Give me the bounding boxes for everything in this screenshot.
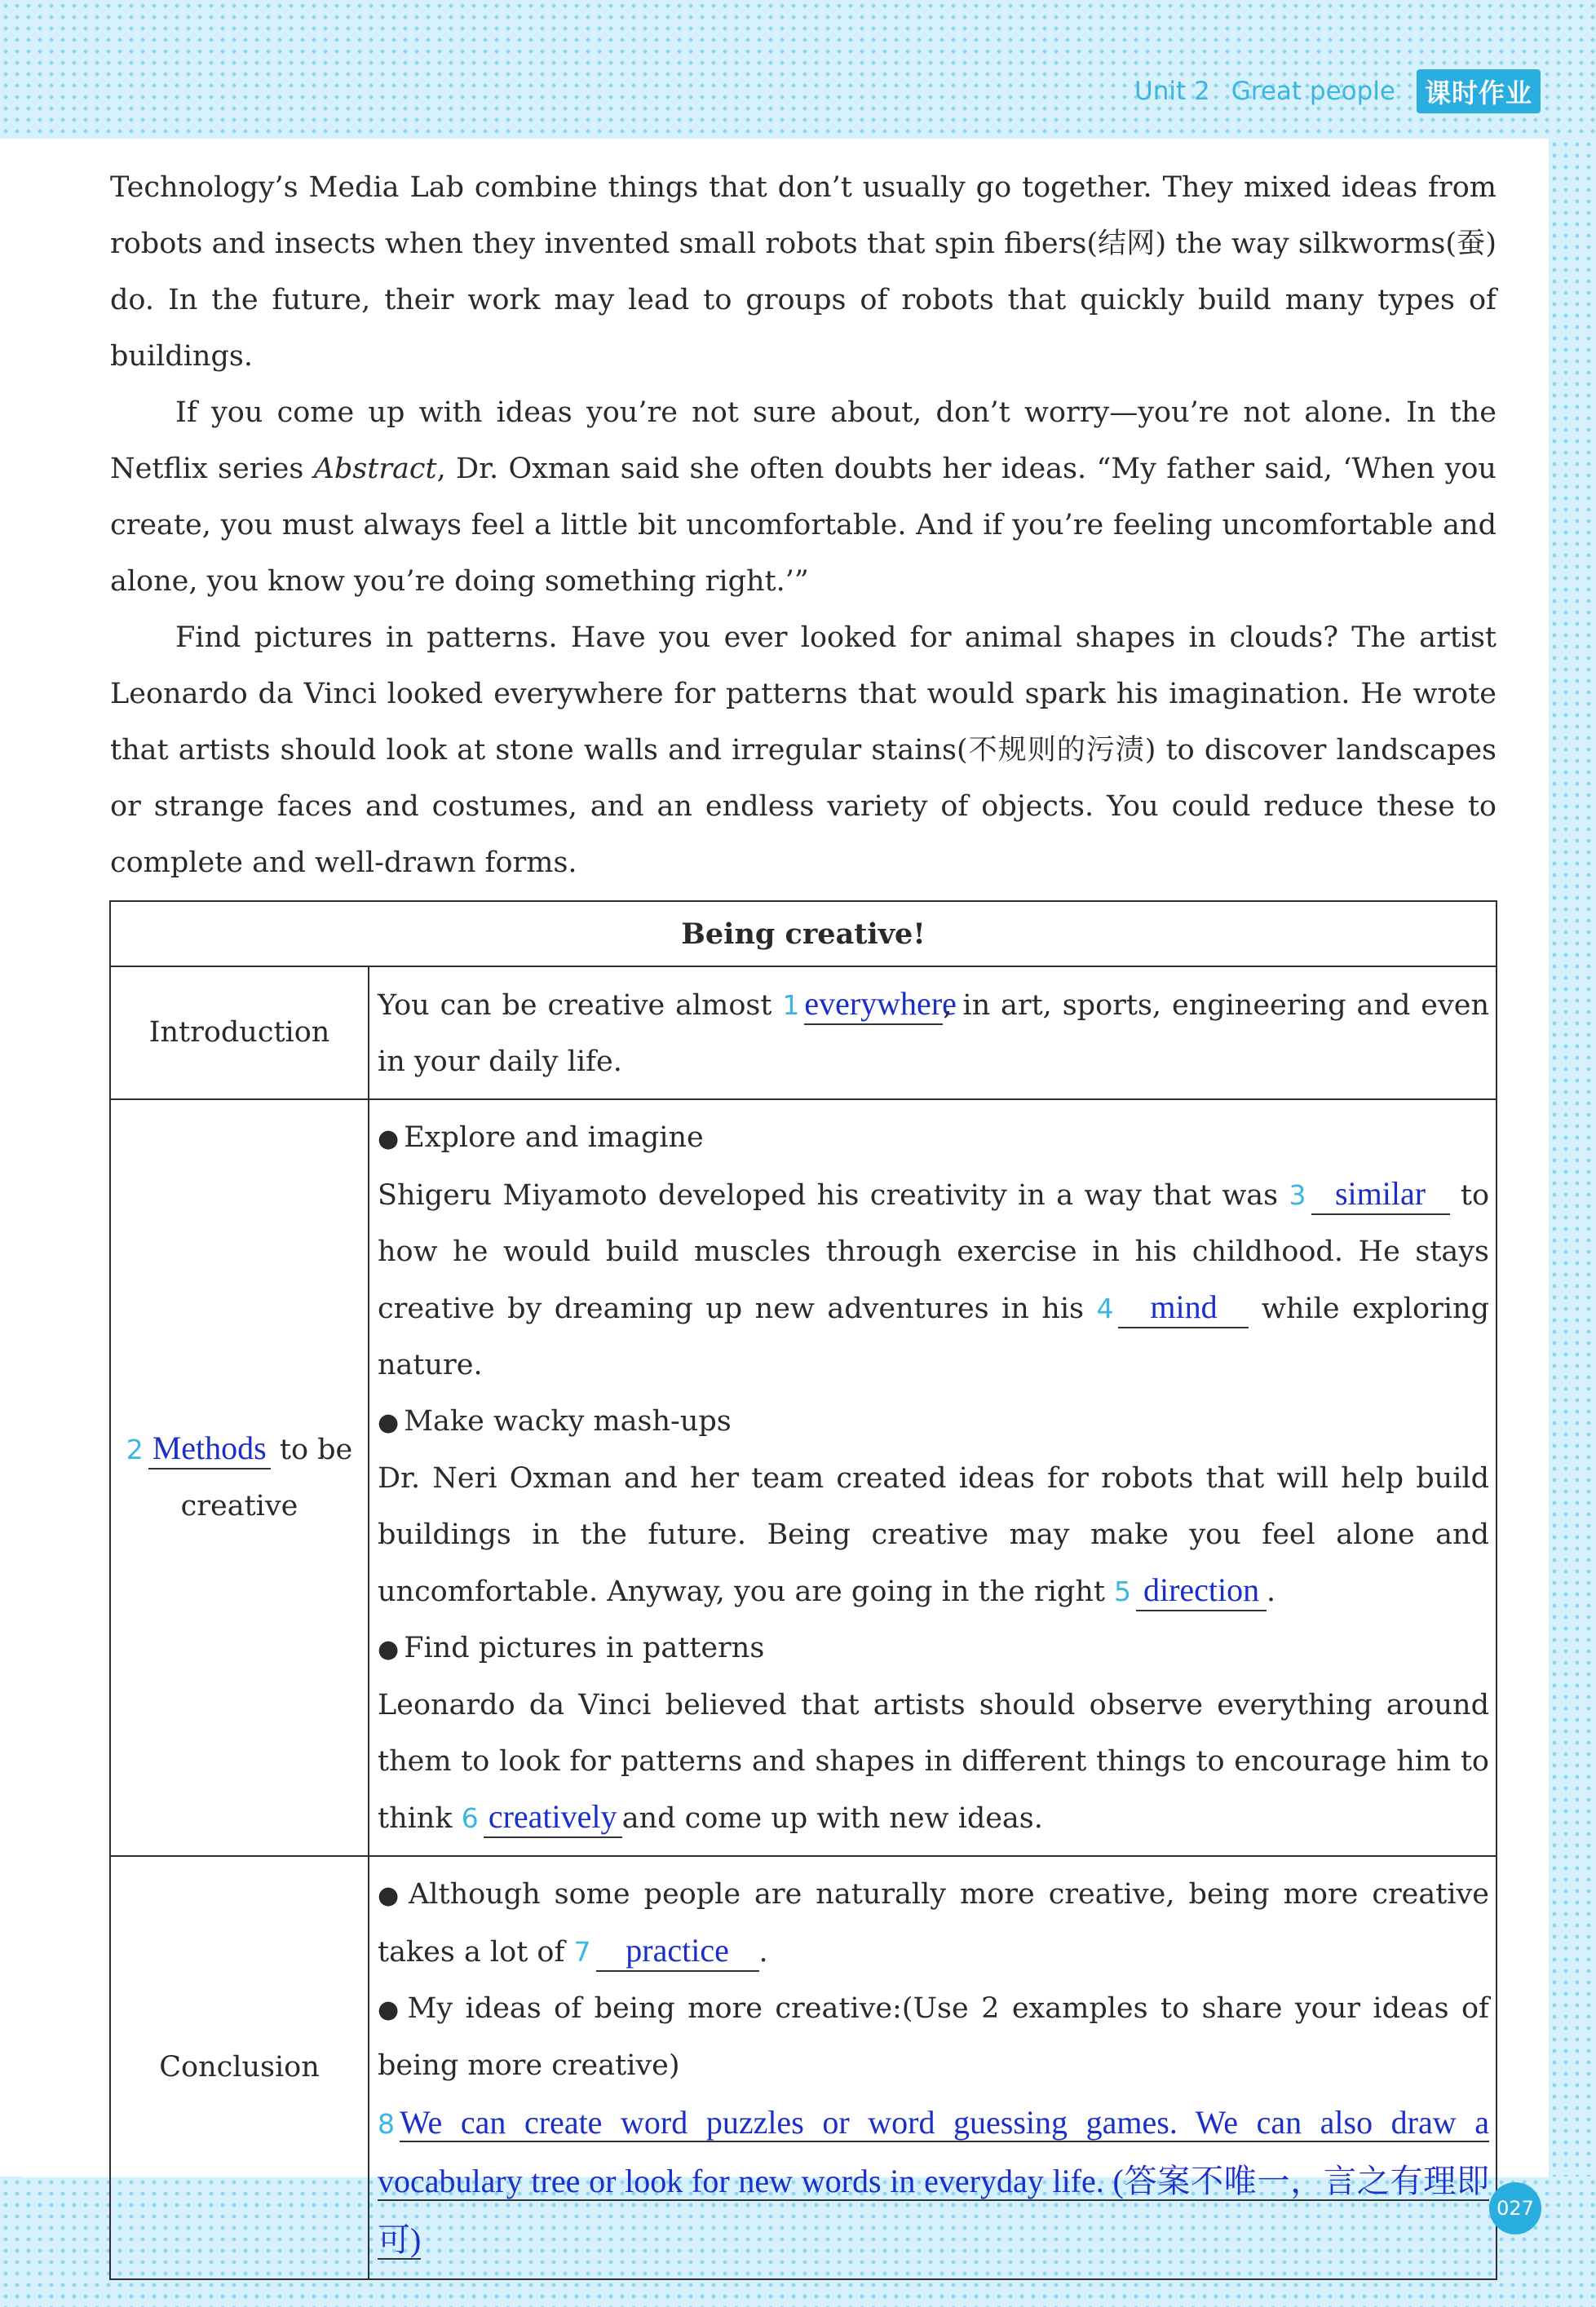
dotted-right-border (1549, 139, 1596, 2177)
reading-passage (110, 160, 1497, 891)
summary-table (109, 900, 1497, 2280)
answer-blank-8[interactable]: We can create word puzzles or word guessing games. We can also draw a vocabulary tree or look for new words in everyday life. (答案不唯一，言之有理即可) (378, 2104, 1489, 2258)
dotted-top-border (0, 0, 1596, 139)
introduction-content: You can be creative almost 1 everywhere, in art, sports, engineering and even in your daily life. (369, 966, 1497, 1099)
table-title: Being creative! (110, 901, 1497, 966)
answer-blank-3[interactable]: similar (1311, 1174, 1450, 1215)
answer-blank-5[interactable]: direction (1136, 1571, 1267, 1611)
answer-blank-7[interactable]: practice (596, 1931, 759, 1972)
topic-label: Great people (1231, 77, 1395, 106)
conclusion-content: ● Although some people are naturally more creative, being more creative takes a lot of 7 practice . ● My ideas of being more creative:(Use 2 examples to share your ideas of being more creative) 8 We can create word puzzles or word guessing games. We can also draw a vocabulary tree or look for new words in everyday life. (答案不唯一，言之有理即可) (369, 1856, 1497, 2279)
bullet-explore: Explore and imagine (404, 1121, 704, 1154)
blank-number: 1 (782, 989, 800, 1021)
series-title: Abstract (313, 453, 437, 485)
introduction-label: Introduction (110, 966, 369, 1099)
paragraph-1: Technology’s Media Lab combine things that don’t usually go together. They mixed ideas from robots and insects when they invented small robots that spin fibers(结网) the way silkworms(蚕) do. In the future, their work may lead to groups of robots that quickly build many types of buildings. (110, 171, 1497, 373)
page-header (1134, 70, 1541, 113)
blank-number: 2 (126, 1433, 144, 1465)
conclusion-label: Conclusion (110, 1856, 369, 2279)
answer-blank-2[interactable]: Methods (148, 1429, 271, 1469)
methods-content: ● Explore and imagine Shigeru Miyamoto developed his creativity in a way that was 3 similar to how he would build muscles through exercise in his childhood. He stays creative by dreaming up new adventures in his 4 mind while exploring nature. ● Make wacky mash-ups Dr. Neri Oxman and her team created ideas for robots that will help build buildings in the future. Being creative may make you feel alone and uncomfortable. Anyway, you are going in the right 5 direction . ● Find pictures in patterns Leonardo da Vinci believed that artists should observe everything around them to look for patterns and shapes in different things to encourage him to think 6 creatively and come up with new ideas. (369, 1099, 1497, 1856)
methods-label-cell: 2 Methods to be creative (110, 1099, 369, 1856)
answer-blank-4[interactable]: mind (1118, 1288, 1249, 1328)
paragraph-2: If you come up with ideas you’re not sure about, don’t worry—you’re not alone. In the Netflix series Abstract, Dr. Oxman said she often doubts her ideas. “My father said, ‘When you create, you must always feel a little bit uncomfortable. And if you’re feeling uncomfortable and alone, you know you’re doing something right.’” (110, 396, 1497, 598)
answer-blank-1[interactable]: everywhere (804, 984, 943, 1025)
brand-logo: 课时作业 (1417, 69, 1541, 113)
unit-label: Unit 2 (1134, 77, 1210, 106)
paragraph-3: Find pictures in patterns. Have you ever looked for animal shapes in clouds? The artist Leonardo da Vinci looked everywhere for patterns that would spark his imagination. He wrote that artists should look at stone walls and irregular stains(不规则的污渍) to discover landscapes or strange faces and costumes, and an endless variety of objects. You could reduce these to complete and well-drawn forms. (110, 621, 1497, 879)
bullet-mashups: Make wacky mash-ups (404, 1405, 732, 1438)
bullet-patterns: Find pictures in patterns (404, 1632, 765, 1664)
answer-blank-6[interactable]: creatively (484, 1797, 622, 1838)
page-number-badge: 027 (1489, 2182, 1541, 2234)
